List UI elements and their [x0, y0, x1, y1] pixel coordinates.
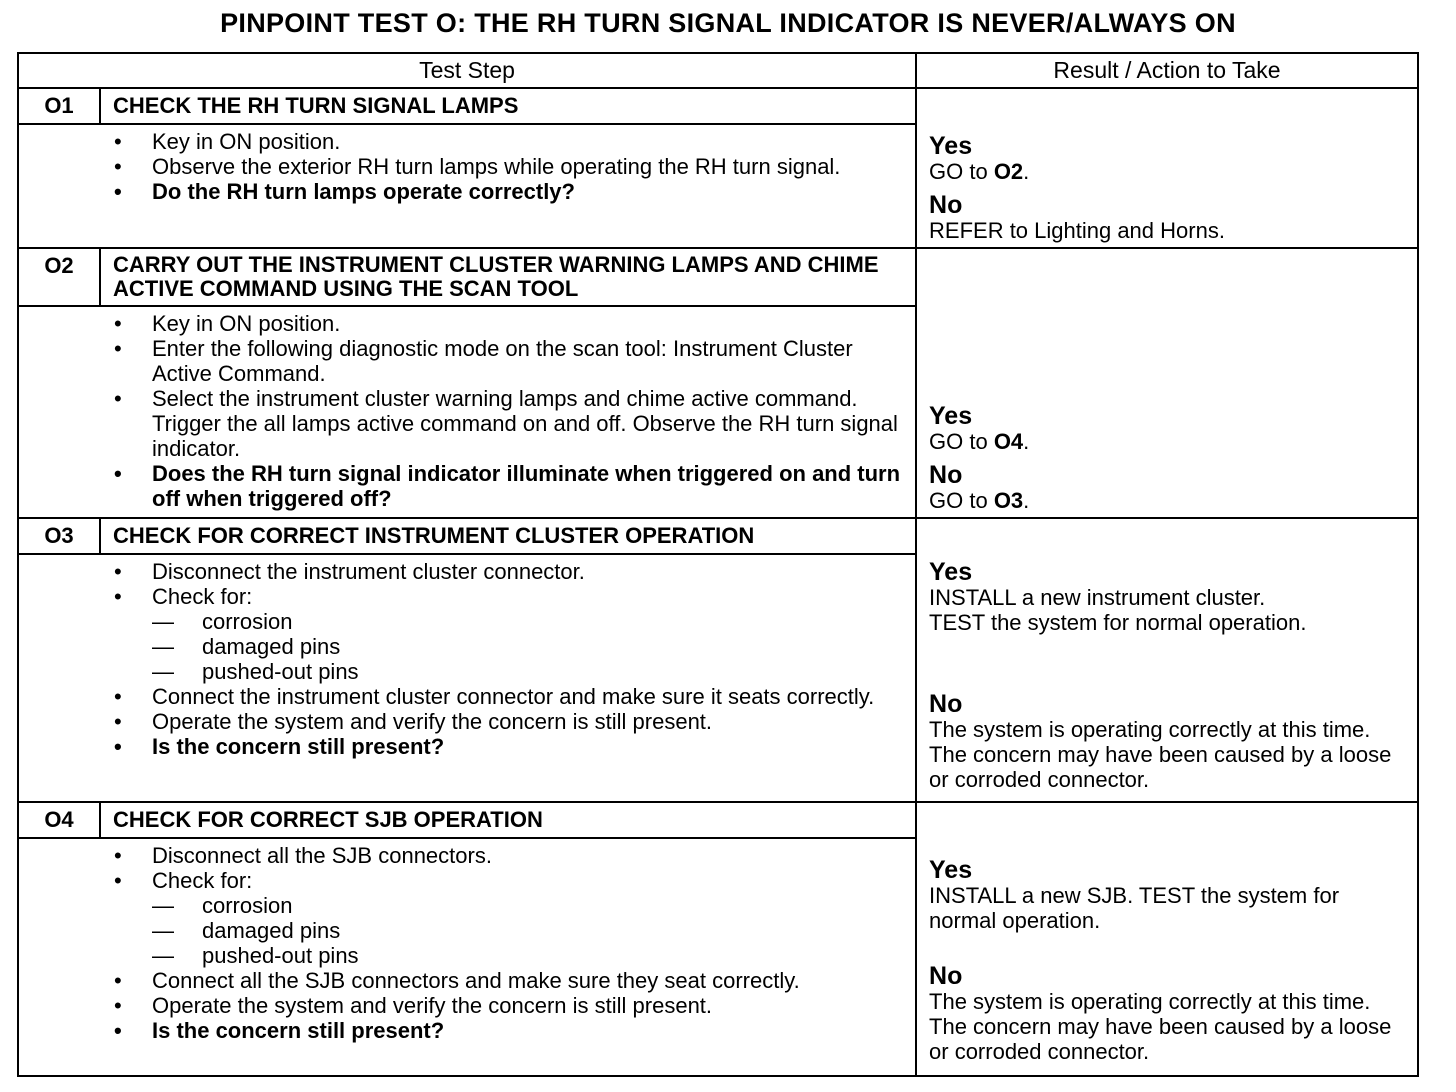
check-item: — damaged pins: [152, 634, 903, 659]
step-question: • Does the RH turn signal indicator illuminate when triggered on and turn off when triggered off?: [114, 461, 903, 511]
instruction-item: • Disconnect the instrument cluster connector.: [114, 559, 903, 584]
step-heading: CHECK THE RH TURN SIGNAL LAMPS: [100, 88, 916, 124]
step-instructions: [100, 306, 916, 518]
yes-action: INSTALL a new instrument cluster.: [929, 585, 1266, 610]
check-list: [152, 609, 903, 684]
step-question: • Is the concern still present?: [114, 734, 903, 759]
no-action: GO to O3.: [929, 488, 1030, 513]
yes-action: INSTALL a new SJB. TEST the system for normal operation.: [929, 883, 1340, 933]
instruction-item: • Check for: — corrosion — damaged pins — pushed-out pins: [114, 868, 903, 968]
step-result: [916, 802, 1418, 1076]
instruction-item: • Key in ON position.: [114, 129, 903, 154]
yes-label: Yes: [929, 132, 973, 160]
no-label: No: [929, 962, 963, 990]
yes-label: Yes: [929, 856, 973, 884]
check-item: — damaged pins: [152, 918, 903, 943]
table-header-row: [18, 53, 1418, 88]
step-header-row: [18, 248, 1418, 306]
step-question: • Is the concern still present?: [114, 1018, 903, 1043]
page-title: PINPOINT TEST O: THE RH TURN SIGNAL INDICATOR IS NEVER/ALWAYS ON: [220, 8, 1236, 38]
instruction-item: • Disconnect all the SJB connectors.: [114, 843, 903, 868]
no-action: REFER to Lighting and Horns.: [929, 218, 1225, 243]
pinpoint-test-table: [17, 52, 1419, 1077]
instruction-item: • Connect the instrument cluster connector and make sure it seats correctly.: [114, 684, 903, 709]
step-heading: CHECK FOR CORRECT SJB OPERATION: [100, 802, 916, 838]
step-number: O2: [18, 248, 100, 306]
check-item: — pushed-out pins: [152, 659, 903, 684]
step-question: • Do the RH turn lamps operate correctly?: [114, 179, 903, 204]
yes-action: GO to O2.: [929, 159, 1030, 184]
instruction-item: • Operate the system and verify the concern is still present.: [114, 709, 903, 734]
step-number-spacer: [18, 838, 100, 1076]
instruction-item: • Key in ON position.: [114, 311, 903, 336]
step-result: [916, 88, 1418, 248]
step-number: O1: [18, 88, 100, 124]
step-instructions: [100, 124, 916, 248]
step-result: [916, 518, 1418, 802]
no-label: No: [929, 690, 963, 718]
instruction-item: • Operate the system and verify the concern is still present.: [114, 993, 903, 1018]
step-header-row: [18, 518, 1418, 554]
step-header-row: [18, 88, 1418, 124]
check-item: — corrosion: [152, 609, 903, 634]
instruction-item: • Connect all the SJB connectors and make sure they seat correctly.: [114, 968, 903, 993]
step-number-spacer: [18, 306, 100, 518]
check-item: — corrosion: [152, 893, 903, 918]
step-number-spacer: [18, 554, 100, 802]
instruction-item: • Enter the following diagnostic mode on the scan tool: Instrument Cluster Active Command.: [114, 336, 903, 386]
step-instructions: [100, 838, 916, 1076]
check-list: [152, 893, 903, 968]
step-number: O3: [18, 518, 100, 554]
no-action: The system is operating correctly at this time. The concern may have been caused by a loose or corroded connector.: [929, 717, 1392, 792]
no-label: No: [929, 191, 963, 219]
step-header-row: [18, 802, 1418, 838]
no-action: The system is operating correctly at this time. The concern may have been caused by a loose or corroded connector.: [929, 989, 1392, 1064]
yes-action: GO to O4.: [929, 429, 1030, 454]
no-label: No: [929, 461, 963, 489]
yes-label: Yes: [929, 558, 973, 586]
step-heading: CHECK FOR CORRECT INSTRUMENT CLUSTER OPERATION: [100, 518, 916, 554]
instruction-item: • Check for: — corrosion — damaged pins — pushed-out pins: [114, 584, 903, 684]
step-heading: CARRY OUT THE INSTRUMENT CLUSTER WARNING LAMPS AND CHIME ACTIVE COMMAND USING THE SCAN TOOL: [100, 248, 916, 306]
column-header-result: Result / Action to Take: [916, 53, 1418, 88]
step-instructions: [100, 554, 916, 802]
step-result: [916, 248, 1418, 518]
instruction-item: • Select the instrument cluster warning lamps and chime active command. Trigger the all lamps active command on and off. Observe the RH turn signal indicator.: [114, 386, 903, 461]
check-item: — pushed-out pins: [152, 943, 903, 968]
column-header-test-step: Test Step: [18, 53, 916, 88]
instruction-item: • Observe the exterior RH turn lamps while operating the RH turn signal.: [114, 154, 903, 179]
yes-action-line-2: TEST the system for normal operation.: [929, 610, 1307, 635]
step-number-spacer: [18, 124, 100, 248]
step-number: O4: [18, 802, 100, 838]
yes-label: Yes: [929, 402, 973, 430]
